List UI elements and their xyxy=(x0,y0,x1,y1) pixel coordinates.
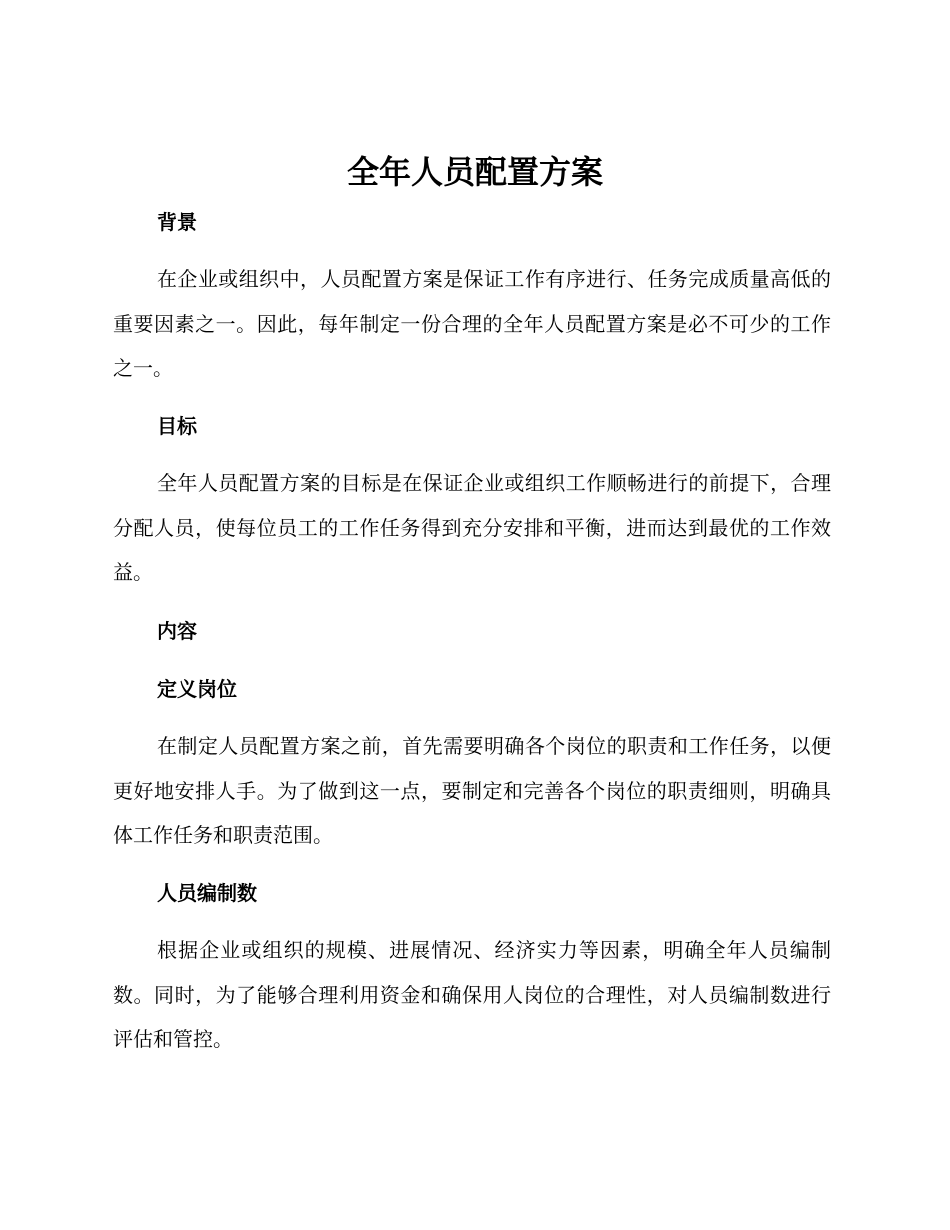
section-paragraph-headcount: 根据企业或组织的规模、进展情况、经济实力等因素，明确全年人员编制数。同时，为了能够合理利用资金和确保用人岗位的合理性，对人员编制数进行评估和管控。 xyxy=(113,938,831,1051)
section-paragraph-goal: 全年人员配置方案的目标是在保证企业或组织工作顺畅进行的前提下，合理分配人员，使每位员工的工作任务得到充分安排和平衡，进而达到最优的工作效益。 xyxy=(113,471,831,584)
section-heading-background: 背景 xyxy=(157,210,197,234)
section-paragraph-define-positions: 在制定人员配置方案之前，首先需要明确各个岗位的职责和工作任务，以便更好地安排人手。为了做到这一点，要制定和完善各个岗位的职责细则，明确具体工作任务和职责范围。 xyxy=(113,734,831,847)
section-heading-content: 内容 xyxy=(157,619,197,643)
document-title: 全年人员配置方案 xyxy=(346,153,603,191)
section-heading-goal: 目标 xyxy=(157,414,197,438)
section-heading-define-positions: 定义岗位 xyxy=(157,677,237,701)
section-heading-headcount: 人员编制数 xyxy=(157,881,257,905)
section-paragraph-background: 在企业或组织中，人员配置方案是保证工作有序进行、任务完成质量高低的重要因素之一。因此，每年制定一份合理的全年人员配置方案是必不可少的工作之一。 xyxy=(113,267,831,380)
